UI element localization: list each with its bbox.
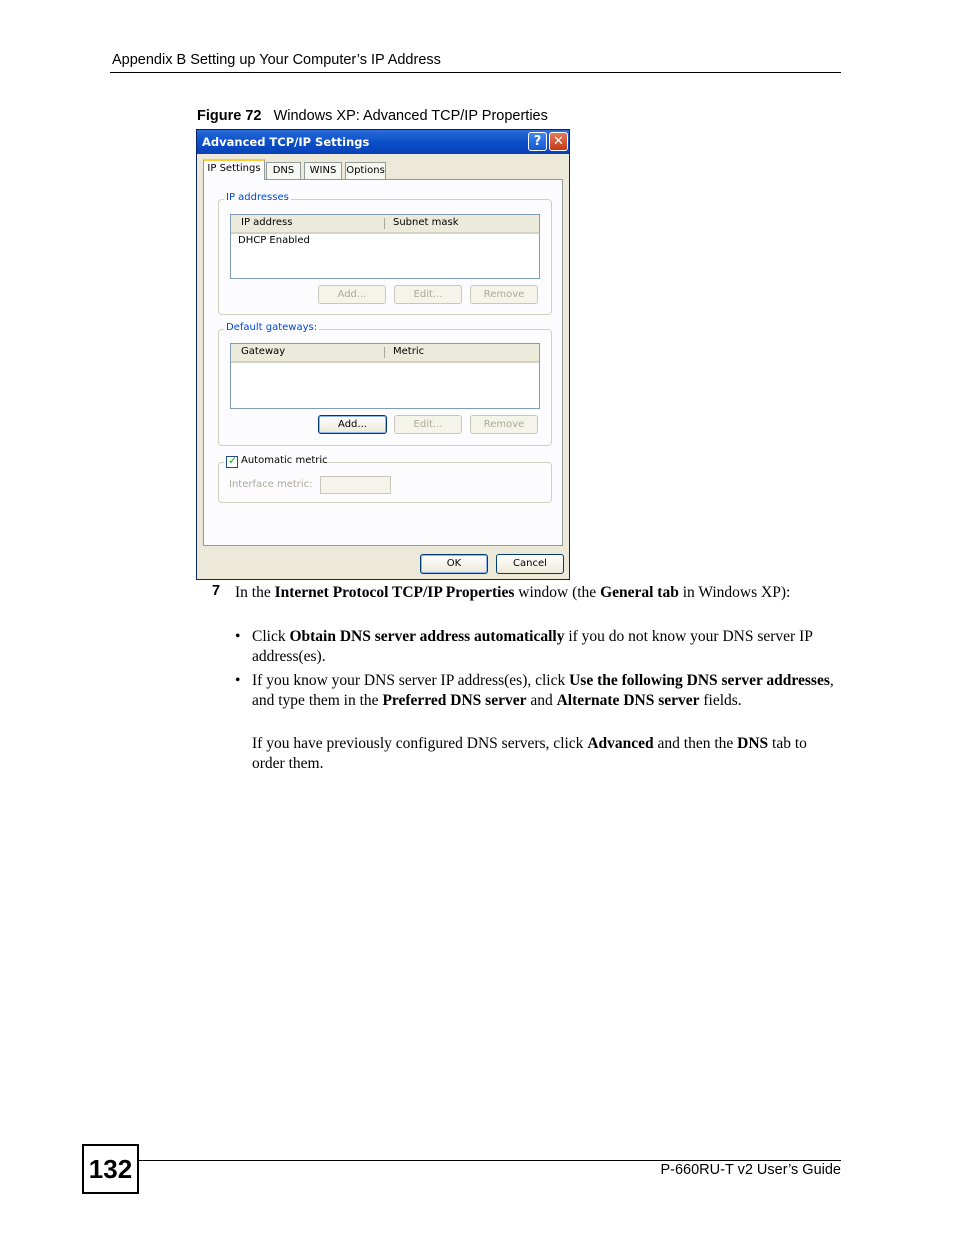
running-header: Appendix B Setting up Your Computer’s IP Address	[112, 52, 441, 68]
figure-caption	[197, 108, 548, 124]
ui-term: DNS	[737, 735, 769, 752]
figure-caption-text: Windows XP: Advanced TCP/IP Properties	[273, 108, 548, 124]
interface-metric-input[interactable]	[320, 476, 391, 494]
ui-term: Obtain DNS server address automatically	[289, 628, 565, 645]
ip-address-list[interactable]	[230, 214, 540, 279]
text-run: In the	[235, 584, 275, 601]
gateway-remove-button[interactable]: Remove	[470, 415, 538, 434]
ui-term: Preferred DNS server	[382, 692, 527, 709]
tab-wins[interactable]: WINS	[304, 162, 342, 179]
footer-guide-title: P-660RU-T v2 User’s Guide	[660, 1162, 841, 1178]
default-gateways-group	[218, 322, 552, 446]
automatic-metric-label[interactable]: Automatic metric	[241, 455, 328, 466]
automatic-metric-checkbox[interactable]	[226, 456, 238, 468]
col-metric[interactable]: Metric	[393, 346, 425, 357]
bullet-obtain-dns	[252, 627, 837, 667]
tab-options[interactable]: Options	[345, 162, 386, 179]
help-button[interactable]: ?	[528, 132, 547, 151]
close-button[interactable]: ✕	[549, 132, 568, 151]
text-run: If you know your DNS server IP address(es), click	[252, 672, 570, 689]
column-separator[interactable]	[384, 347, 385, 358]
step-number: 7	[212, 583, 221, 599]
col-gateway[interactable]: Gateway	[241, 346, 286, 357]
ip-addresses-legend: IP addresses	[226, 192, 289, 203]
gateway-list[interactable]	[230, 343, 540, 409]
dns-order-paragraph	[252, 734, 837, 774]
gateway-list-header	[231, 344, 539, 363]
text-run: fields.	[699, 692, 742, 709]
ui-term: Use the following DNS server addresses	[569, 672, 830, 689]
default-gateways-legend: Default gateways:	[226, 322, 318, 333]
metric-group	[218, 454, 552, 503]
checkmark-icon: ✓	[228, 454, 238, 467]
text-run: , and type them in the	[252, 672, 834, 709]
gateway-edit-button[interactable]: Edit...	[394, 415, 462, 434]
bullet-marker: •	[235, 672, 241, 689]
ip-edit-button[interactable]: Edit...	[394, 285, 462, 304]
ip-settings-panel	[203, 179, 563, 546]
tab-dns[interactable]: DNS	[266, 162, 301, 179]
dialog-title: Advanced TCP/IP Settings	[202, 135, 370, 149]
bullet-use-dns	[252, 671, 837, 711]
advanced-tcpip-dialog	[196, 129, 570, 580]
text-run: window (the	[514, 584, 601, 601]
text-run: if you do not know your DNS server IP address(es).	[252, 628, 813, 665]
ip-add-button[interactable]: Add...	[318, 285, 386, 304]
list-item[interactable]: DHCP Enabled	[238, 235, 310, 246]
ok-button[interactable]: OK	[420, 554, 488, 574]
text-run: and	[526, 692, 557, 709]
ui-term: Advanced	[587, 735, 654, 752]
text-run: in Windows XP):	[678, 584, 791, 601]
figure-label: Figure 72	[197, 108, 262, 124]
ui-term: Alternate DNS server	[556, 692, 700, 709]
text-run: Click	[252, 628, 290, 645]
col-subnet-mask[interactable]: Subnet mask	[393, 217, 459, 228]
interface-metric-label: Interface metric:	[229, 479, 313, 490]
ui-term: General tab	[600, 584, 679, 601]
text-run: and then the	[653, 735, 738, 752]
tab-ip-settings[interactable]: IP Settings	[203, 159, 265, 180]
footer-rule	[139, 1160, 841, 1161]
gateway-add-button[interactable]: Add...	[318, 415, 387, 434]
text-run: tab to order them.	[252, 735, 807, 772]
automatic-metric-option[interactable]	[224, 454, 328, 469]
ip-list-header	[231, 215, 539, 234]
bullet-marker: •	[235, 628, 241, 645]
ip-addresses-group	[218, 192, 552, 315]
ip-remove-button[interactable]: Remove	[470, 285, 538, 304]
cancel-button[interactable]: Cancel	[496, 554, 564, 574]
page-number: 132	[82, 1144, 139, 1194]
header-rule	[110, 72, 841, 73]
text-run: If you have previously configured DNS servers, click	[252, 735, 588, 752]
ui-term: Internet Protocol TCP/IP Properties	[274, 584, 515, 601]
column-separator[interactable]	[384, 218, 385, 229]
dialog-titlebar	[197, 130, 569, 154]
col-ip-address[interactable]: IP address	[241, 217, 293, 228]
step-text	[235, 583, 835, 603]
